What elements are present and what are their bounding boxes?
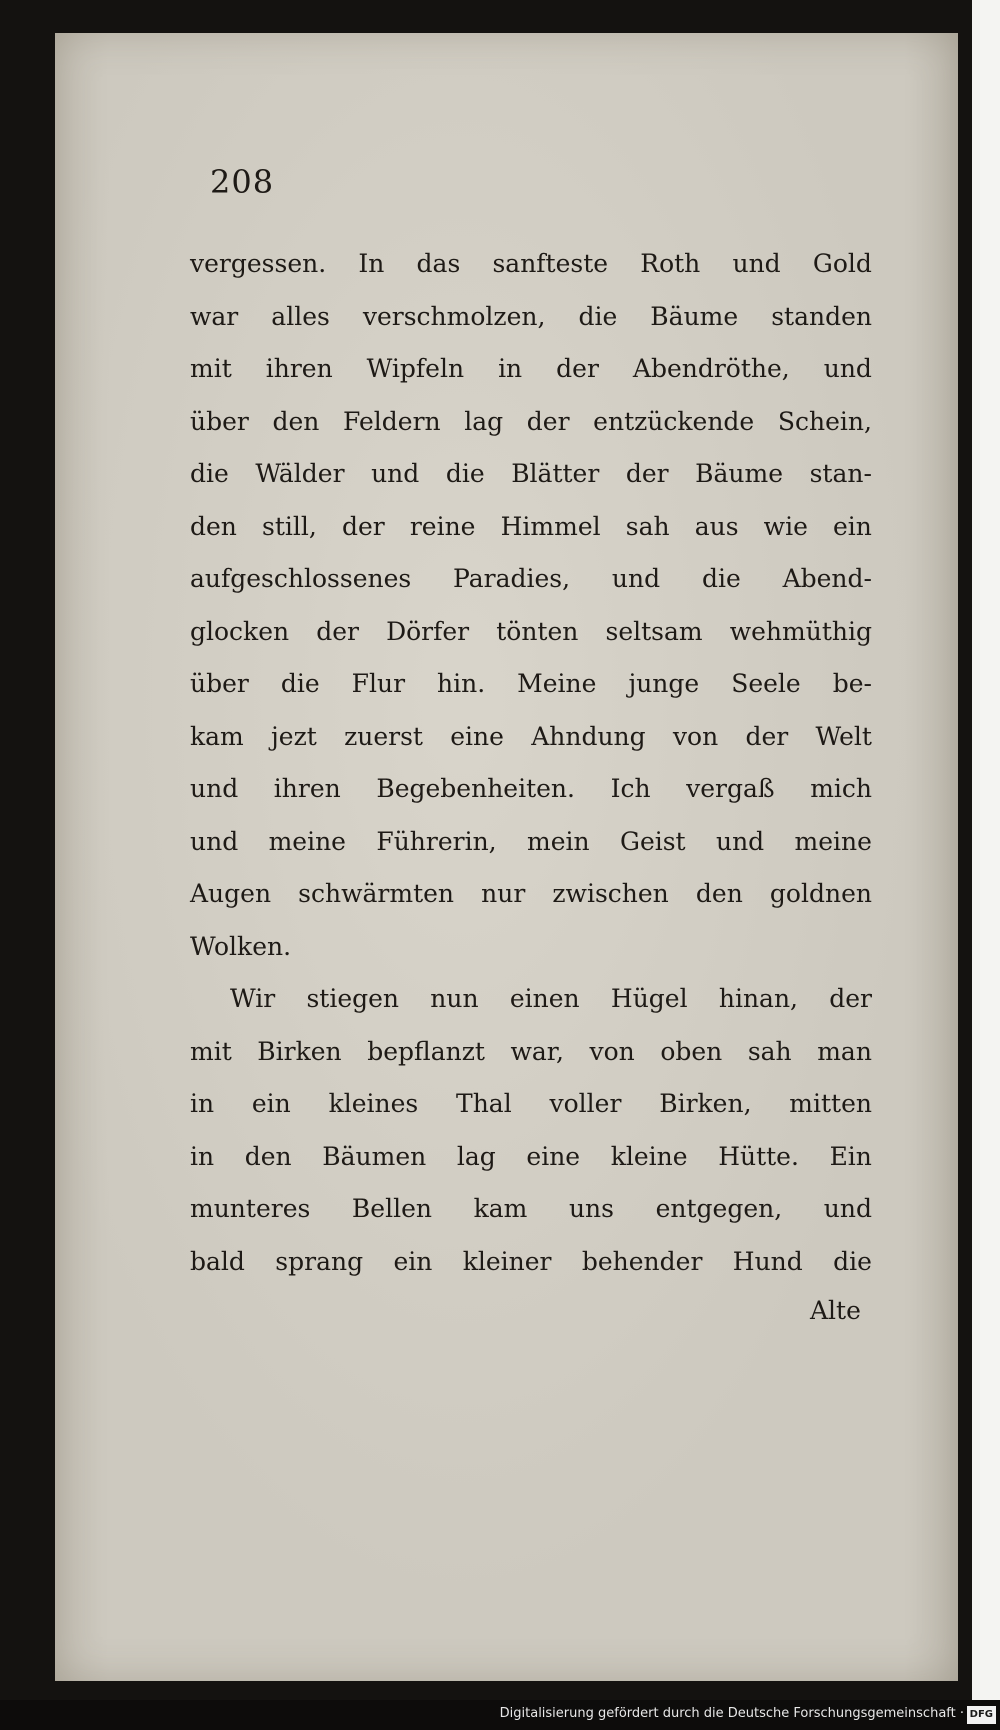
word: Hütte. [718, 1141, 799, 1171]
word: die [578, 301, 618, 331]
word: sah [747, 1036, 792, 1066]
word: schwärmten [298, 879, 455, 908]
word: zuerst [344, 721, 423, 751]
word: man [817, 1036, 872, 1066]
word: Abendröthe, [632, 354, 790, 383]
word: kam [473, 1194, 528, 1223]
word: eine [450, 721, 504, 751]
word: über [190, 406, 249, 436]
word: Schein, [777, 406, 872, 436]
word: kam [190, 721, 244, 751]
text-line [190, 816, 872, 869]
text-line [190, 396, 872, 449]
word: Augen [190, 879, 272, 908]
word: Gold [812, 249, 872, 278]
word: Roth [640, 249, 701, 278]
word: Welt [815, 721, 872, 751]
word: meine [268, 826, 346, 856]
word: sah [625, 511, 670, 541]
word: die [190, 459, 229, 488]
word: tönten [496, 616, 579, 646]
word: wie [763, 511, 808, 541]
word: goldnen [769, 879, 872, 908]
word: hinan, [718, 984, 798, 1013]
word: entzückende [593, 406, 755, 436]
word: der [829, 984, 872, 1013]
word: Himmel [500, 511, 601, 541]
word: kleines [328, 1089, 419, 1118]
word: ein [833, 511, 872, 541]
word: mitten [789, 1089, 872, 1118]
word: munteres [190, 1194, 311, 1223]
word: wehmüthig [729, 616, 872, 646]
word: lag [464, 406, 504, 436]
word: einen [509, 984, 580, 1013]
text-line [190, 1236, 872, 1289]
word: lag [456, 1141, 496, 1171]
catchword: Alte [810, 1296, 861, 1325]
word: Ich [610, 774, 651, 803]
word: der [526, 406, 570, 436]
word: Blätter [511, 459, 600, 488]
text-line [190, 553, 872, 606]
word: mich [810, 774, 872, 803]
word: den [244, 1141, 292, 1171]
word: nur [481, 879, 526, 908]
word: mit [190, 354, 232, 383]
word: die [833, 1246, 872, 1276]
word: Ein [829, 1141, 872, 1171]
word: reine [409, 511, 476, 541]
word: ihren [273, 774, 341, 803]
dfg-logo: DFG [967, 1706, 996, 1724]
word: stan- [809, 459, 872, 488]
word: entgegen, [655, 1194, 783, 1223]
word: den [272, 406, 320, 436]
word: den [695, 879, 743, 908]
text-line [190, 973, 872, 1026]
text-line [190, 501, 872, 554]
word: Birken, [659, 1089, 752, 1118]
word: Flur [351, 669, 406, 698]
text-line [190, 1026, 872, 1079]
word: und [732, 249, 781, 278]
word: Birken [257, 1036, 342, 1066]
word: der [625, 459, 669, 488]
word: und [823, 1194, 872, 1223]
text-line [190, 1131, 872, 1184]
word: mit [190, 1036, 232, 1066]
text-line [190, 606, 872, 659]
word: und [190, 826, 239, 856]
word: voller [549, 1089, 622, 1118]
word: Thal [456, 1089, 512, 1118]
text-line [190, 343, 872, 396]
word: vergessen. [190, 249, 327, 278]
text-line [190, 921, 872, 974]
text-line [190, 711, 872, 764]
word: Bäume [695, 459, 784, 488]
word: mein [527, 826, 590, 856]
text-line [190, 1183, 872, 1236]
word: seltsam [605, 616, 703, 646]
word: war, [510, 1036, 564, 1066]
word: hin. [437, 669, 486, 698]
word: aus [694, 511, 739, 541]
word: stiegen [306, 984, 400, 1013]
word: ihren [265, 354, 333, 383]
word: und [611, 564, 661, 593]
word: das [416, 249, 461, 278]
word: und [371, 459, 420, 488]
word: Wir [230, 984, 276, 1013]
word: alles [271, 301, 330, 331]
word: ein [251, 1089, 291, 1118]
word: Wälder [255, 459, 345, 488]
word: und [715, 826, 765, 856]
word: der [316, 616, 359, 646]
word: Hügel [610, 984, 688, 1013]
word: aufgeschlossenes [190, 564, 412, 593]
text-line [190, 1078, 872, 1131]
word: verschmolzen, [362, 301, 546, 331]
word: jezt [271, 721, 317, 751]
word: über [190, 669, 249, 698]
footer-bar [0, 1700, 1000, 1730]
word: Führerin, [376, 826, 497, 856]
word: Seele [731, 669, 801, 698]
word: junge [628, 669, 700, 698]
word: in [190, 1141, 215, 1171]
word: still, [262, 511, 317, 541]
word: Ahndung [531, 721, 646, 751]
word: in [190, 1089, 215, 1118]
text-line [190, 238, 872, 291]
word: Bellen [351, 1194, 432, 1223]
word: Dörfer [386, 616, 470, 646]
word: Bäumen [322, 1141, 427, 1171]
word: die [280, 669, 320, 698]
word: und [190, 774, 239, 803]
word: Hund [732, 1246, 803, 1276]
word: Feldern [343, 406, 441, 436]
text-line [190, 291, 872, 344]
word: Meine [517, 669, 597, 698]
word: die [445, 459, 485, 488]
word: Geist [619, 826, 686, 856]
word: nun [430, 984, 479, 1013]
word: In [358, 249, 385, 278]
word: der [745, 721, 789, 751]
word: von [589, 1036, 635, 1066]
word: Wipfeln [366, 354, 465, 383]
word: die [701, 564, 741, 593]
word: den [190, 511, 237, 541]
word: und [823, 354, 872, 383]
word: bepflanzt [367, 1036, 485, 1066]
word: von [672, 721, 719, 751]
word: der [556, 354, 599, 383]
word: Bäume [650, 301, 739, 331]
word: be- [832, 669, 872, 698]
word: kleine [610, 1141, 688, 1171]
word: uns [568, 1194, 614, 1223]
word: Paradies, [453, 564, 571, 593]
footer-credit: Digitalisierung gefördert durch die Deutsche Forschungsgemeinschaft · [499, 1706, 964, 1721]
word: meine [794, 826, 872, 856]
word: kleiner [462, 1246, 552, 1276]
word: bald [190, 1246, 245, 1276]
word: ein [393, 1246, 433, 1276]
text-line [190, 658, 872, 711]
word: in [498, 354, 523, 383]
word: sprang [275, 1246, 364, 1276]
word: war [190, 301, 239, 331]
word: eine [526, 1141, 581, 1171]
word: Wolken. [190, 931, 292, 961]
text-line [190, 448, 872, 501]
word: der [341, 511, 385, 541]
text-line [190, 868, 872, 921]
word: glocken [190, 616, 290, 646]
word: zwischen [552, 879, 669, 908]
page-number: 208 [210, 163, 275, 201]
viewer-edge-strip [972, 0, 1000, 1730]
word: behender [581, 1246, 703, 1276]
word: standen [771, 301, 872, 331]
body-text [190, 238, 872, 1288]
word: vergaß [686, 774, 775, 803]
word: Abend- [782, 564, 872, 593]
word: Begebenheiten. [376, 774, 575, 803]
word: sanfteste [492, 249, 609, 278]
word: oben [660, 1036, 723, 1066]
text-line [190, 763, 872, 816]
